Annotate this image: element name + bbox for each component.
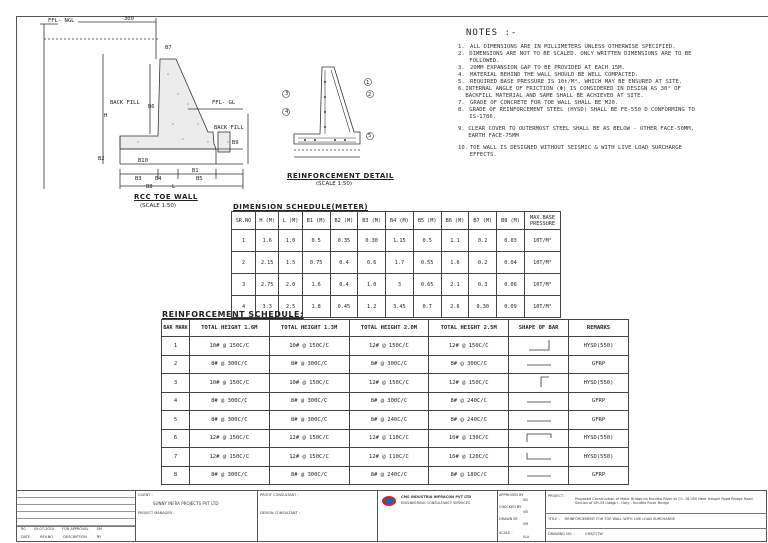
note-item: 8. GRADE OF REINFORCEMENT STEEL (HYSD) SHALL BE FE-550 D CONFORMING TO IS-1786. — [458, 107, 695, 120]
note-item: 10. TOE WALL IS DESIGNED WITHOUT SEISMIC & WITH LIVE LOAD SURCHARGE EFFECTS. — [458, 145, 682, 158]
table-row: 1 1.6 1.0 0.5 0.35 0.30 1.15 0.5 1.1 0.2 0.03 10T/M² — [232, 230, 561, 252]
label-b7: B7 — [165, 45, 172, 51]
note-item: 6. INTERNAL ANGLE OF FRICTION (Φ) IS CONSIDERED IN DESIGN AS 30° OF BACKFILL MATERIAL AND SAME SHALL BE ACHIEVED AT SITE. — [458, 86, 681, 99]
label-b4: B4 — [155, 176, 162, 182]
consultant-block: CMS INDUSTRIA INFRACON PVT LTD ENGINEERING CONSULTANCY SERVICES — [377, 491, 498, 542]
table-header-row: BAR MARK TOTAL HEIGHT 1.6M TOTAL HEIGHT 1.3M TOTAL HEIGHT 2.0M TOTAL HEIGHT 2.5M SHAPE OF BAR REMARKS — [162, 320, 629, 337]
note-item: 7. GRADE OF CONCRETE FOR TOE WALL SHALL BE M20. — [458, 100, 619, 106]
note-item: 5. REQUIRED BASE PRESSURE IS 10t/M², WHICH MAY BE ENSURED AT SITE. — [458, 79, 683, 85]
table-row: 3 2.75 2.0 1.6 0.4 1.0 3 0.65 2.1 0.3 0.06 10T/M² — [232, 274, 561, 296]
detail-mark-5: 5 — [368, 133, 372, 139]
bar-shape-icon — [519, 393, 559, 407]
notes-heading: NOTES :- — [466, 28, 518, 38]
bar-shape-icon — [519, 338, 559, 352]
bar-shape — [509, 374, 569, 393]
table-row: 6 12# @ 150C/C 12# @ 150C/C 12# @ 110C/C 16# @ 130C/C HYSD(550) — [162, 429, 629, 448]
wall-scale: (SCALE 1:50) — [140, 203, 177, 209]
detail-mark-2: 2 — [368, 92, 372, 98]
bar-shape-icon — [519, 412, 559, 426]
reinforcement-schedule-table — [161, 319, 629, 485]
table-row: 5 8# @ 300C/C 8# @ 300C/C 8# @ 240C/C 8# @ 240C/C GFRP — [162, 411, 629, 430]
detail-mark-1: 1 — [366, 80, 370, 86]
bar-shape-icon — [519, 449, 559, 463]
label-b6: B6 — [148, 104, 155, 110]
signoff-block: APPROVED BY SB CHECKED BY VB DRAWN BY SM SCALE : N.A — [497, 491, 546, 542]
label-b3: B3 — [135, 176, 142, 182]
table-row: 2 8# @ 300C/C 8# @ 300C/C 8# @ 300C/C 8# @ 300C/C GFRP — [162, 355, 629, 374]
table-row: 4 3.3 2.5 1.8 0.45 1.2 3.45 0.7 2.6 0.30 0.09 10T/M² — [232, 296, 561, 318]
note-item: 9. CLEAR COVER TO OUTERMOST STEEL SHALL BE AS BELOW - OTHER FACE-50MM, EARTH FACE-75MM — [458, 126, 694, 139]
proof-block: PROOF CONSULTANT : DESIGN CONSULTANT : — [257, 491, 378, 542]
bar-shape-icon — [519, 375, 559, 389]
label-b10: B10 — [138, 158, 148, 164]
table-row: 8 8# @ 300C/C 8# @ 300C/C 8# @ 240C/C 8# @ 180C/C GFRP — [162, 466, 629, 485]
label-ffl-ngl: FFL- NGL — [48, 18, 75, 24]
label-b8: B8 — [146, 184, 153, 190]
label-b5: B5 — [196, 176, 203, 182]
project-block: PROJECT : Proposed Construction of Major Bridge on Kundha River at Ch. 16.050 Near Udagiri Road Bridge Road Section of SH-34 Udagiri - Ooty - Kundha River Bridge TITLE : REINFORCEMENT FOR TOE WALL WITH LIVE LOAD SURCHARGE DRAWING NO. : CMS/T/TW — [545, 491, 767, 542]
dimension-schedule-table — [231, 211, 561, 318]
bar-shape — [509, 411, 569, 430]
label-h: H — [104, 113, 108, 119]
client-block: CLIENT : SUNNY INFRA PROJECTS PVT LTD PROJECT MANAGER : — [135, 491, 258, 542]
bar-shape — [509, 392, 569, 411]
dimension-schedule-title: DIMENSION SCHEDULE(METER) — [233, 203, 369, 211]
note-item: 3. 20MM EXPANSION GAP TO BE PROVIDED AT EACH 15M. — [458, 65, 625, 71]
bar-shape — [509, 337, 569, 356]
reinforcement-detail-scale: (SCALE 1:50) — [316, 181, 353, 187]
label-l: L — [172, 184, 176, 190]
bar-shape — [509, 429, 569, 448]
table-row: 1 10# @ 150C/C 10# @ 150C/C 12# @ 150C/C 12# @ 150C/C HYSD(550) — [162, 337, 629, 356]
reinforcement-detail-drawing — [280, 62, 380, 172]
notes-list — [458, 44, 708, 159]
label-b9: B9 — [232, 140, 239, 146]
detail-mark-4: 4 — [285, 109, 289, 115]
bar-shape — [509, 355, 569, 374]
bar-shape-icon — [519, 467, 559, 481]
label-b1: B1 — [192, 168, 199, 174]
label-300: 300 — [124, 16, 134, 22]
reinforcement-schedule-title: REINFORCEMENT SCHEDULE: — [162, 310, 304, 319]
bar-shape-icon — [519, 356, 559, 370]
note-item: 4. MATERIAL BEHIND THE WALL SHOULD BE WELL COMPACTED. — [458, 72, 639, 78]
label-back-fill-right: BACK FILL — [214, 125, 244, 131]
table-row: 7 12# @ 150C/C 12# @ 150C/C 12# @ 110C/C 16# @ 120C/C HYSD(550) — [162, 448, 629, 467]
label-ffl-gl: FFL- GL — [212, 100, 236, 106]
revision-block: R0 09-07-2024 FOR APPROVAL SM DATE REV.NO DESCRIPTION BY — [17, 491, 136, 542]
table-header-row: SR.NO H (M) L (M) B1 (M) B2 (M) B3 (M) B4 (M) B5 (M) B6 (M) B7 (M) B8 (M) MAX.BASE PRESSURE — [232, 212, 561, 230]
note-item: 2. DIMENSIONS ARE NOT TO BE SCALED. ONLY WRITTEN DIMENSIONS ARE TO BE FOLLOWED. — [458, 51, 692, 64]
title-block — [16, 490, 767, 542]
table-row: 2 2.15 1.5 0.75 0.4 0.6 1.7 0.55 1.6 0.2 0.04 10T/M² — [232, 252, 561, 274]
label-back-fill-left: BACK FILL — [110, 100, 140, 106]
label-b2: B2 — [98, 156, 105, 162]
detail-mark-3: 3 — [285, 91, 289, 97]
table-row: 3 10# @ 150C/C 10# @ 150C/C 12# @ 150C/C 12# @ 150C/C HYSD(550) — [162, 374, 629, 393]
reinforcement-detail-title: REINFORCEMENT DETAIL — [287, 172, 394, 180]
bar-shape — [509, 448, 569, 467]
note-item: 1. ALL DIMENSIONS ARE IN MILLIMETERS UNLESS OTHERWISE SPECIFIED. — [458, 44, 676, 50]
consultant-logo-icon — [381, 495, 397, 507]
wall-title: RCC TOE WALL — [134, 193, 198, 201]
bar-shape — [509, 466, 569, 485]
table-row: 4 8# @ 300C/C 8# @ 300C/C 8# @ 300C/C 8# @ 240C/C GFRP — [162, 392, 629, 411]
bar-shape-icon — [519, 430, 559, 444]
